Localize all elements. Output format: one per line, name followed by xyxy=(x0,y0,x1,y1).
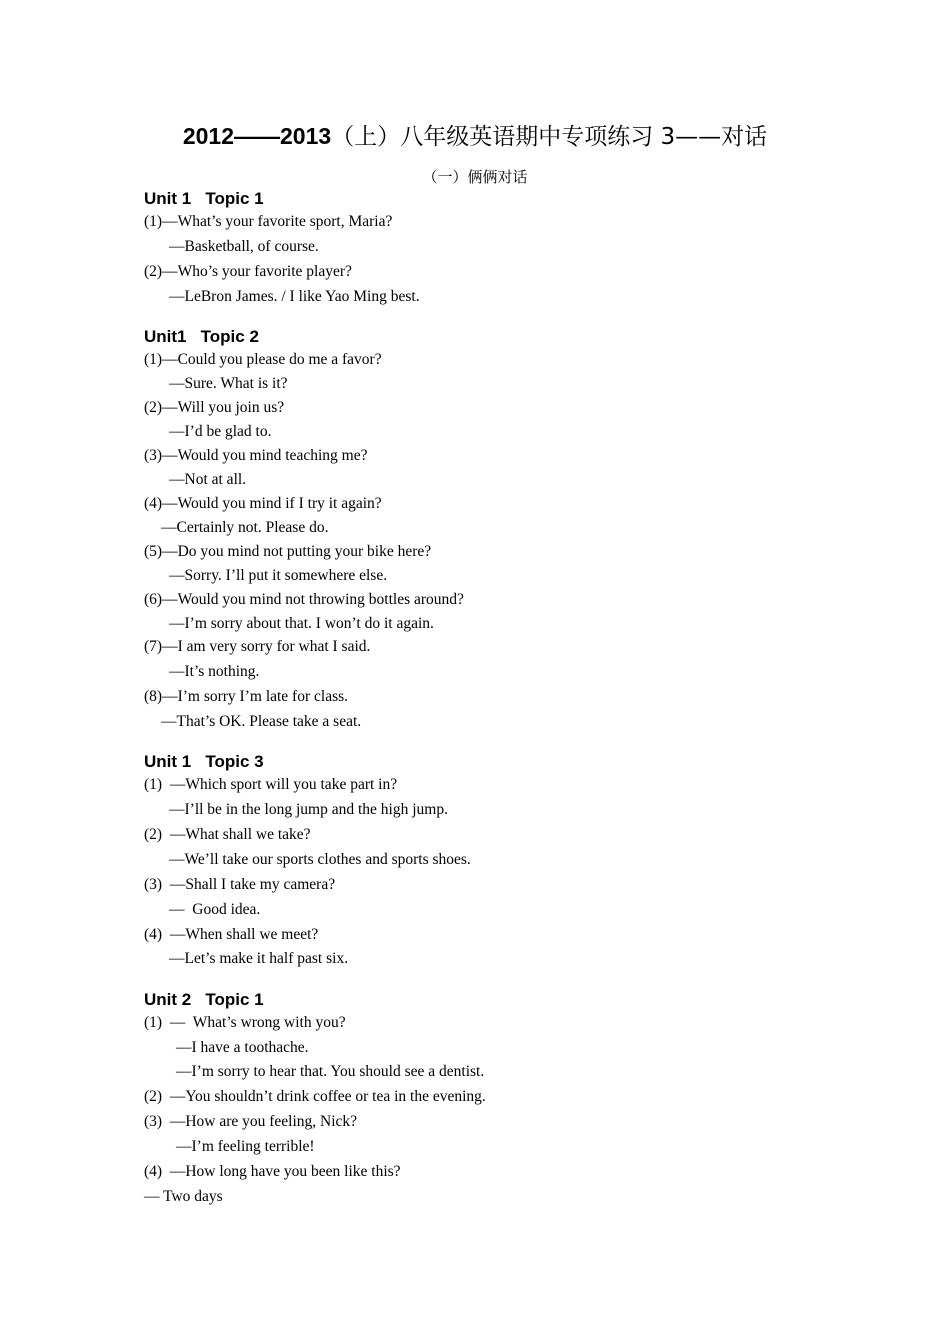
dialogue-line: (8)—I’m sorry I’m late for class. xyxy=(144,688,349,705)
dialogue-line: — Good idea. xyxy=(169,901,261,918)
dialogue-line: —Certainly not. Please do. xyxy=(161,519,329,536)
dialogue-line: (6)—Would you mind not throwing bottles around? xyxy=(144,591,464,608)
section-heading: Unit 1 Topic 3 xyxy=(144,752,264,771)
dialogue-line: —That’s OK. Please take a seat. xyxy=(161,713,362,730)
dialogue-line: (1)—Could you please do me a favor? xyxy=(144,351,382,368)
dialogue-line: (2) —You shouldn’t drink coffee or tea in the evening. xyxy=(144,1088,486,1105)
dialogue-line: (4) —When shall we meet? xyxy=(144,926,319,943)
dialogue-line: —I have a toothache. xyxy=(176,1039,309,1056)
dialogue-line: (7)—I am very sorry for what I said. xyxy=(144,638,371,655)
dialogue-line: (2)—Who’s your favorite player? xyxy=(144,263,352,280)
dialogue-line: —I’ll be in the long jump and the high jump. xyxy=(169,801,448,818)
dialogue-line: —Basketball, of course. xyxy=(169,238,319,255)
dialogue-line: —I’d be glad to. xyxy=(169,423,272,440)
document-title xyxy=(0,121,950,152)
dialogue-line: (4)—Would you mind if I try it again? xyxy=(144,495,382,512)
dialogue-line: (1)—What’s your favorite sport, Maria? xyxy=(144,213,393,230)
dialogue-line: (2)—Will you join us? xyxy=(144,399,285,416)
dialogue-line: —I’m sorry to hear that. You should see a dentist. xyxy=(176,1063,485,1080)
section-heading: Unit 1 Topic 1 xyxy=(144,189,264,208)
dialogue-line: (3) —Shall I take my camera? xyxy=(144,876,336,893)
dialogue-line: —I’m feeling terrible! xyxy=(176,1138,315,1155)
dialogue-line: (1) —Which sport will you take part in? xyxy=(144,776,398,793)
dialogue-line: (3)—Would you mind teaching me? xyxy=(144,447,368,464)
section-heading: Unit1 Topic 2 xyxy=(144,327,259,346)
section-heading: Unit 2 Topic 1 xyxy=(144,990,264,1009)
dialogue-line: —Not at all. xyxy=(169,471,247,488)
title-years: 2012——2013 xyxy=(182,123,332,149)
dialogue-line: —It’s nothing. xyxy=(169,663,260,680)
dialogue-line: (5)—Do you mind not putting your bike here? xyxy=(144,543,432,560)
subtitle: （一）俩俩对话 xyxy=(422,168,528,186)
dialogue-line: —I’m sorry about that. I won’t do it again. xyxy=(169,615,434,632)
dialogue-line: —We’ll take our sports clothes and sports shoes. xyxy=(169,851,471,868)
dialogue-line: — Two days xyxy=(144,1188,223,1205)
dialogue-line: (2) —What shall we take? xyxy=(144,826,311,843)
title-text: （上）八年级英语期中专项练习 3——对话 xyxy=(331,124,768,150)
dialogue-line: —Let’s make it half past six. xyxy=(169,950,349,967)
dialogue-line: (1) — What’s wrong with you? xyxy=(144,1014,346,1031)
dialogue-line: —Sure. What is it? xyxy=(169,375,288,392)
dialogue-line: (3) —How are you feeling, Nick? xyxy=(144,1113,358,1130)
dialogue-line: (4) —How long have you been like this? xyxy=(144,1163,401,1180)
dialogue-line: —LeBron James. / I like Yao Ming best. xyxy=(169,288,420,305)
dialogue-line: —Sorry. I’ll put it somewhere else. xyxy=(169,567,388,584)
